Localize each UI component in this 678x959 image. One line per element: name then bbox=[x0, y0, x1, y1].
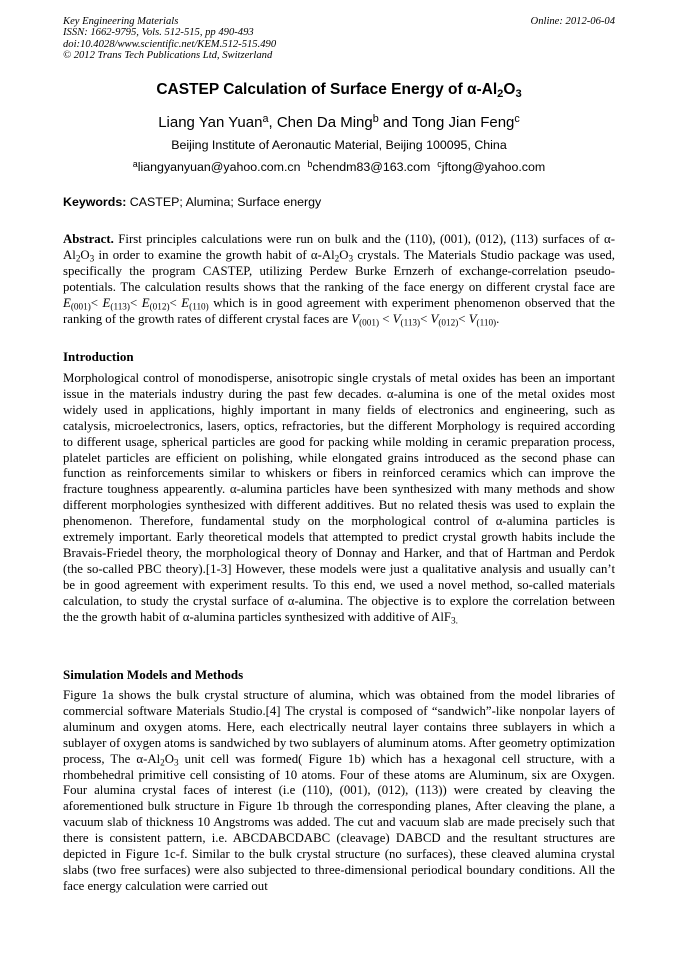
abstract-label: Abstract. bbox=[63, 232, 114, 246]
introduction-body: Morphological control of monodisperse, anisotropic single crystals of metal oxides has been an important issue in the materials industry during the past few decades. α-alumina is one of the metal oxides most widely used in applications, highly important in many fields of electronics and engineering, such as catalysis, microelectronics, lasers, optics, refractories, but the different Morphology is required according to different usage, spherical particles are good for packing while molding in ceramic preparation process, platelet particles are efficient on polishing, while elongated grains introduced as the second phase can function as reinforcements similar to whiskers or fibers in reinforced ceramics which can improve the fracture toughness appearently. α-alumina particles have been synthesized with many methods and show different morphologies synthesized with different additives. But no related thesis was used to explain the phenomenon. Therefore, fundamental study on the morphological control of α-alumina particles is extremely important. Early theoretical models that attempted to predict crystal growth habits include the Bravais-Friedel theory, the morphological theory of Donnay and Harker, and that of Hartman and Perdok (the so-called PBC theory).[1-3] However, these models were just a qualitative analysis and usually can’t be in good agreement with experiment results. To this end, we used a novel method, so-called materials calculation, to study the crystal surface of α-alumina. The objective is to explore the correlation between the the growth habit of α-alumina particles synthesized with additive of AlF$_{3.}$ bbox=[63, 371, 615, 626]
journal-name: Key Engineering Materials bbox=[63, 16, 179, 27]
author-emails: $^a$liangyanyuan@yahoo.com.cn $^b$chendm83@163.com $^c$jftong@yahoo.com bbox=[132, 158, 546, 174]
author-name: Liang Yan Yuan bbox=[158, 114, 263, 131]
copyright-line: © 2012 Trans Tech Publications Ltd, Switzerland bbox=[63, 50, 273, 62]
methods-body: Figure 1a shows the bulk crystal structure of alumina, which was obtained from the model libraries of commercial software Materials Studio.[4] The crystal is composed of “sandwich”-like nonpolar layers of aluminum and oxygen atoms. Here, each electrically neutral layer contains three sublayers in which a sublayer of oxygen atoms is sandwiched by two sublayers of aluminum atoms. After geometry optimization process, The $\alpha-Al_2O_3$ unit cell was formed( Figure 1b) which has a hexagonal cell structure, with a rhombehedral primitive cell consisting of 10 atoms. Four of these atoms are Aluminum, six are Oxygen. Four alumina crystal faces of interest (i.e (110), (001), (012), (113)) were created by cleaving the aforementioned bulk structure in Figure 1b through the corresponding planes, After cleaving the plane, a vacuum slab of thickness 10 Angstroms was added. The cut and vacuum slab are made precisely such that there is consistent pattern, i.e. ABCDABCDABC (cleavage) DABCD and the resultant structures are depicted in Figure 1c-f. Similar to the bulk crystal structure (no surfaces), these cleaved alumina crystal slabs (two free surfaces) were also subjected to three-dimensional periodical boundary conditions. All the face energy calculation were carried out bbox=[63, 688, 615, 893]
keywords-text: CASTEP; Alumina; Surface energy bbox=[126, 195, 322, 209]
author-list: Liang Yan Yuan$^a$, Chen Da Ming$^b$ and Tong Jian Feng$^c$ bbox=[158, 113, 520, 131]
issn-line: ISSN: 1662-9795, Vols. 512-515, pp 490-493 bbox=[63, 27, 254, 39]
keywords bbox=[63, 195, 615, 209]
abstract: Abstract. First principles calculations were run on bulk and the (110), (001), (012), (113) surfaces of $\alpha-Al_2O_3$ in order to examine the growth habit of $\alpha-Al_2O_3$ crystals. The Materials Studio package was used, specifically the program CASTEP, utilizing Perdew Burke Ernzerh of exchange-correlation pseudo-potentials. The calculation results shows that the ranking of the face energy on different crystal face are $E_{(001)}< E_{(113)}< E_{(012)}< E_{(110)}$ which is in good agreement with experiment phenomenon observed that the ranking of the growth rates of different crystal faces are $V_{(001)} < V_{(113)}< V_{(012)}< V_{(110)}$. bbox=[63, 232, 615, 328]
paper-title: CASTEP Calculation of Surface Energy of $\alpha-Al_2O_3$ bbox=[156, 81, 522, 101]
doi-line: doi:10.4028/www.scientific.net/KEM.512-515.490 bbox=[63, 38, 277, 50]
email-link[interactable]: liangyanyuan@yahoo.com.cn bbox=[137, 160, 301, 174]
author-name: Chen Da Ming bbox=[276, 114, 373, 131]
author-name: Tong Jian Feng bbox=[411, 114, 515, 131]
email-link[interactable]: chendm83@163.com bbox=[312, 160, 431, 174]
keywords-label: Keywords: bbox=[63, 195, 127, 209]
running-header bbox=[63, 16, 615, 62]
section-heading-methods: Simulation Models and Methods bbox=[63, 667, 244, 682]
affiliation: Beijing Institute of Aeronautic Material, Beijing 100095, China bbox=[171, 138, 507, 152]
section-heading-introduction: Introduction bbox=[63, 349, 134, 364]
email-link[interactable]: jftong@yahoo.com bbox=[441, 160, 546, 174]
online-date: Online: 2012-06-04 bbox=[530, 16, 615, 27]
